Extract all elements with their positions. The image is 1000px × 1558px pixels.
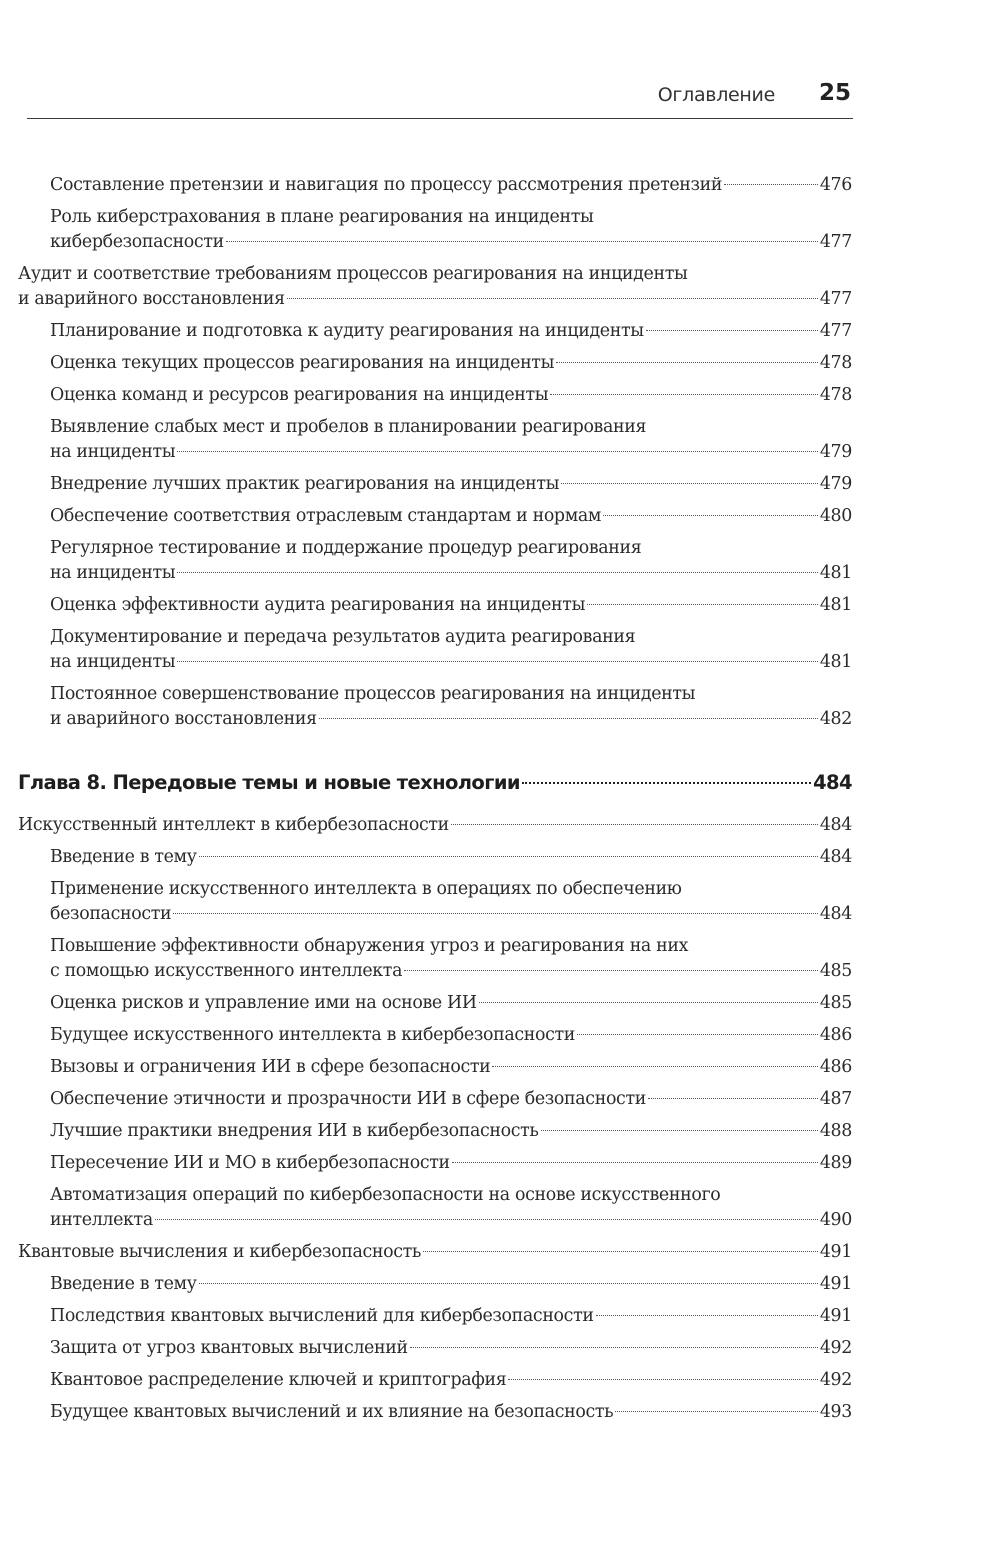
dot-leader [587, 604, 818, 605]
toc-page-number: 485 [819, 961, 852, 981]
toc-entry[interactable] [50, 380, 852, 412]
toc-page-number: 491 [819, 1242, 852, 1262]
toc-entry-title: Глава 8. Передовые темы и новые технологии [18, 771, 520, 794]
dot-leader [596, 1315, 818, 1316]
toc-entry[interactable] [50, 842, 852, 874]
toc-entry[interactable] [50, 988, 852, 1020]
toc-entry[interactable] [18, 259, 852, 316]
toc-entry[interactable] [50, 679, 852, 736]
toc-entry[interactable] [50, 1333, 852, 1365]
toc-entry-title: интеллекта [50, 1210, 153, 1230]
toc-entry[interactable] [50, 1365, 852, 1397]
toc-page-number: 479 [819, 474, 852, 494]
toc-entry[interactable] [50, 1148, 852, 1180]
toc-entry[interactable] [50, 501, 852, 533]
toc-page-number: 484 [813, 771, 852, 794]
toc-entry-title: Внедрение лучших практик реагирования на инциденты [50, 474, 560, 494]
dot-leader [177, 572, 818, 573]
page-number: 25 [818, 80, 851, 106]
table-of-contents [18, 170, 852, 1429]
toc-page-number: 477 [819, 321, 852, 341]
dot-leader [479, 1002, 818, 1003]
toc-entry-title: Искусственный интеллект в кибербезопасности [18, 815, 449, 835]
dot-leader [287, 298, 818, 299]
toc-page-number: 484 [819, 904, 852, 924]
toc-entry-title: Оценка команд и ресурсов реагирования на инциденты [50, 385, 549, 405]
toc-page-number: 491 [819, 1274, 852, 1294]
toc-entry-title: Будущее квантовых вычислений и их влияние на безопасность [50, 1402, 614, 1422]
toc-entry-title: на инциденты [50, 563, 176, 583]
dot-leader [155, 1219, 818, 1220]
toc-entry[interactable] [50, 1301, 852, 1333]
toc-entry-title: Оценка эффективности аудита реагирования на инциденты [50, 595, 586, 615]
toc-entry-title-line1: Выявление слабых мест и пробелов в планировании реагирования [50, 417, 647, 437]
toc-entry[interactable] [50, 348, 852, 380]
toc-page-number: 477 [819, 232, 852, 252]
toc-entry[interactable] [50, 590, 852, 622]
toc-entry-title: на инциденты [50, 652, 176, 672]
toc-entry[interactable] [50, 1052, 852, 1084]
toc-page-number: 476 [819, 175, 852, 195]
dot-leader [177, 661, 818, 662]
dot-leader [177, 451, 818, 452]
toc-entry[interactable] [50, 874, 852, 931]
toc-entry-title: Составление претензии и навигация по процессу рассмотрения претензий [50, 175, 723, 195]
toc-entry[interactable] [18, 1237, 852, 1269]
toc-entry[interactable] [50, 1269, 852, 1301]
dot-leader [561, 483, 818, 484]
dot-leader [648, 1098, 818, 1099]
toc-entry[interactable] [50, 316, 852, 348]
toc-entry[interactable] [50, 170, 852, 202]
toc-page-number: 488 [819, 1121, 852, 1141]
toc-entry-title: на инциденты [50, 442, 176, 462]
toc-page-number: 482 [819, 709, 852, 729]
toc-entry-title: с помощью искусственного интеллекта [50, 961, 403, 981]
toc-entry-title: Будущее искусственного интеллекта в кибербезопасности [50, 1025, 576, 1045]
toc-chapter-heading[interactable] [18, 762, 852, 806]
dot-leader [319, 718, 818, 719]
toc-page-number: 492 [819, 1338, 852, 1358]
dot-leader [173, 913, 818, 914]
toc-entry-title-line1: Регулярное тестирование и поддержание процедур реагирования [50, 538, 642, 558]
page-header [27, 78, 853, 119]
toc-entry-title: Оценка текущих процессов реагирования на инциденты [50, 353, 555, 373]
toc-entry-title: Последствия квантовых вычислений для кибербезопасности [50, 1306, 594, 1326]
toc-entry-title: Введение в тему [50, 847, 197, 867]
toc-entry[interactable] [18, 810, 852, 842]
toc-page-number: 484 [819, 847, 852, 867]
toc-page-number: 489 [819, 1153, 852, 1173]
dot-leader [226, 241, 818, 242]
toc-entry[interactable] [50, 1116, 852, 1148]
toc-entry-title: Введение в тему [50, 1274, 197, 1294]
toc-entry[interactable] [50, 1084, 852, 1116]
toc-page-number: 478 [819, 385, 852, 405]
toc-page-number: 481 [819, 595, 852, 615]
toc-page-number: 479 [819, 442, 852, 462]
toc-entry-title: кибербезопасности [50, 232, 224, 252]
toc-page-number: 490 [819, 1210, 852, 1230]
toc-entry-title: и аварийного восстановления [50, 709, 317, 729]
toc-entry[interactable] [50, 1397, 852, 1429]
toc-entry-title-line1: Документирование и передача результатов аудита реагирования [50, 627, 636, 647]
dot-leader [550, 394, 818, 395]
dot-leader [556, 362, 818, 363]
toc-entry-title: Вызовы и ограничения ИИ в сфере безопасности [50, 1057, 491, 1077]
dot-leader [199, 856, 818, 857]
toc-entry[interactable] [50, 533, 852, 590]
toc-entry-title: Пересечение ИИ и МО в кибербезопасности [50, 1153, 450, 1173]
toc-entry-title: Оценка рисков и управление ими на основе ИИ [50, 993, 477, 1013]
toc-entry-title: Квантовое распределение ключей и криптография [50, 1370, 507, 1390]
dot-leader [646, 330, 818, 331]
toc-entry[interactable] [50, 1180, 852, 1237]
toc-entry-title-line1: Повышение эффективности обнаружения угроз и реагирования на них [50, 936, 689, 956]
dot-leader [508, 1379, 817, 1380]
toc-entry-title-line1: Применение искусственного интеллекта в операциях по обеспечению [50, 879, 682, 899]
toc-page-number: 481 [819, 652, 852, 672]
dot-leader [615, 1411, 818, 1412]
toc-entry-title: Лучшие практики внедрения ИИ в кибербезопасность [50, 1121, 539, 1141]
toc-entry-title-line1: Автоматизация операций по кибербезопасности на основе искусственного [50, 1185, 721, 1205]
toc-entry-title: Защита от угроз квантовых вычислений [50, 1338, 408, 1358]
dot-leader [452, 1162, 818, 1163]
toc-page-number: 486 [819, 1057, 852, 1077]
dot-leader [451, 824, 818, 825]
dot-leader [541, 1130, 818, 1131]
toc-entry[interactable] [50, 469, 852, 501]
toc-entry[interactable] [50, 1020, 852, 1052]
dot-leader [404, 970, 818, 971]
toc-entry[interactable] [50, 931, 852, 988]
toc-entry-title: Планирование и подготовка к аудиту реагирования на инциденты [50, 321, 644, 341]
toc-page-number: 484 [819, 815, 852, 835]
toc-page-number: 478 [819, 353, 852, 373]
dot-leader [492, 1066, 817, 1067]
toc-page-number: 491 [819, 1306, 852, 1326]
dot-leader [603, 515, 818, 516]
toc-page-number: 493 [819, 1402, 852, 1422]
toc-page-number: 481 [819, 563, 852, 583]
dot-leader [199, 1283, 818, 1284]
toc-entry-title: Обеспечение соответствия отраслевым стандартам и нормам [50, 506, 602, 526]
toc-entry-title-line1: Постоянное совершенствование процессов реагирования на инциденты [50, 684, 696, 704]
toc-page-number: 492 [819, 1370, 852, 1390]
toc-page-number: 486 [819, 1025, 852, 1045]
toc-page-number: 477 [819, 289, 852, 309]
running-title: Оглавление [657, 84, 775, 106]
toc-entry-title: Квантовые вычисления и кибербезопасность [18, 1242, 422, 1262]
toc-entry-title: Обеспечение этичности и прозрачности ИИ в сфере безопасности [50, 1089, 646, 1109]
toc-entry[interactable] [50, 622, 852, 679]
toc-entry-title-line1: Роль киберстрахования в плане реагирования на инциденты [50, 207, 594, 227]
toc-page-number: 487 [819, 1089, 852, 1109]
dot-leader [522, 782, 811, 784]
toc-entry[interactable] [50, 412, 852, 469]
dot-leader [410, 1347, 818, 1348]
toc-entry[interactable] [50, 202, 852, 259]
toc-entry-title: и аварийного восстановления [18, 289, 285, 309]
dot-leader [423, 1251, 818, 1252]
toc-entry-title: безопасности [50, 904, 172, 924]
dot-leader [724, 184, 818, 185]
toc-page-number: 485 [819, 993, 852, 1013]
dot-leader [577, 1034, 818, 1035]
toc-page-number: 480 [819, 506, 852, 526]
toc-entry-title-line1: Аудит и соответствие требованиям процессов реагирования на инциденты [18, 264, 688, 284]
